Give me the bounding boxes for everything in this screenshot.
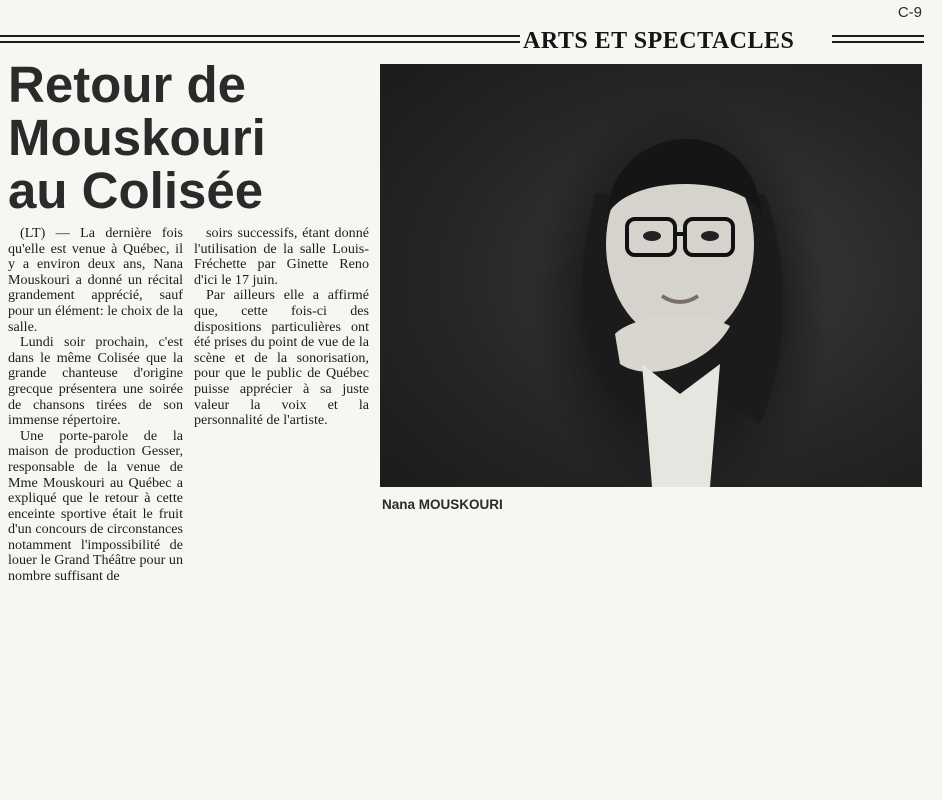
paragraph: (LT) — La dernière fois qu'elle est venue à Québec, il y a environ deux ans, Nana Mouskouri a donné un récital grandement apprécié, sauf pour un élément: le choix de la salle. — [8, 225, 183, 335]
headline-line-2: Mouskouri — [8, 109, 266, 166]
paragraph: Par ailleurs elle a affirmé que, cette fois-ci des dispositions particulières ont été prises du point de vue de la scène et de la sonorisation, pour que le public de Québec puisse apprécier à sa juste valeur la voix et la personnalité de l'artiste. — [194, 287, 369, 429]
paragraph: soirs successifs, étant donné l'utilisation de la salle Louis-Fréchette par Ginette Reno d'ici le 17 juin. — [194, 225, 369, 288]
portrait-photo — [380, 64, 922, 487]
headline-line-3: au Colisée — [8, 162, 264, 219]
page-number: C-9 — [897, 4, 922, 21]
section-rule-left-2 — [0, 41, 520, 43]
article-column-1 — [8, 226, 183, 585]
headline — [8, 58, 368, 217]
headline-line-1: Retour de — [8, 56, 247, 113]
section-rule-right-1 — [832, 35, 924, 37]
article-column-2 — [194, 226, 369, 429]
section-rule-right-2 — [832, 41, 924, 43]
section-rule-left-1 — [0, 35, 520, 37]
photo-caption: Nana MOUSKOURI — [382, 497, 503, 512]
portrait-illustration — [380, 64, 922, 487]
paragraph: Lundi soir prochain, c'est dans le même Colisée que la grande chanteuse d'origine grecque présentera une soirée de chansons tirées de son immense répertoire. — [8, 334, 183, 429]
paragraph: Une porte-parole de la maison de production Gesser, responsable de la venue de Mme Mouskouri au Québec a expliqué que le retour à cette enceinte sportive était le fruit d'un concours de circonstances notamment l'impossibilité de louer le Grand Théâtre pour un nombre suffisant de — [8, 427, 183, 585]
section-title: ARTS ET SPECTACLES — [520, 27, 797, 55]
